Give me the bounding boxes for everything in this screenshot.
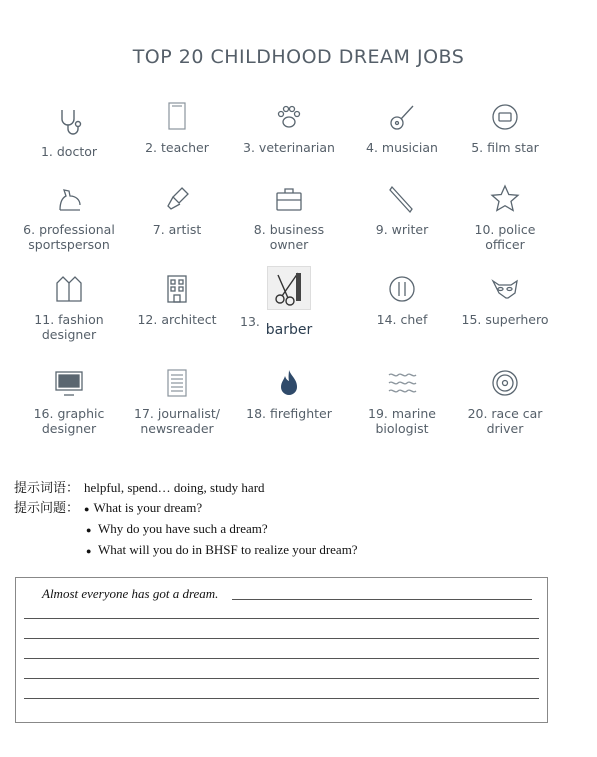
writing-line[interactable]: [24, 698, 539, 699]
question-row: [14, 519, 358, 540]
star-icon: [488, 182, 522, 216]
writing-line[interactable]: [24, 638, 539, 639]
writing-box[interactable]: [15, 577, 548, 723]
job-label: 7. artist: [152, 222, 202, 237]
job-item: [234, 100, 344, 155]
job-label: 19. marine biologist: [368, 406, 436, 436]
job-label: 12. architect: [137, 312, 217, 327]
job-item: [14, 104, 124, 159]
question-row: [14, 540, 358, 561]
job-item: [14, 182, 124, 252]
hint-words-value: helpful, spend… doing, study hard: [84, 480, 265, 495]
waves-icon: [385, 366, 419, 400]
job-label: 14. chef: [376, 312, 428, 327]
hints-section: [14, 478, 358, 561]
job-label-handwritten: barber: [265, 322, 313, 338]
book-icon: [160, 100, 194, 134]
job-item: [450, 366, 560, 436]
muscle-icon: [52, 182, 86, 216]
job-label: 20. race car driver: [467, 406, 543, 436]
job-item: [347, 366, 457, 436]
paintbrush-icon: [160, 182, 194, 216]
building-icon: [160, 272, 194, 306]
monitor-icon: [52, 366, 86, 400]
job-item: [347, 182, 457, 237]
job-item: [122, 272, 232, 327]
job-item: [14, 272, 124, 342]
paw-icon: [272, 100, 306, 134]
writing-line[interactable]: [24, 678, 539, 679]
job-label: 6. professional sportsperson: [23, 222, 115, 252]
hint-words-key: 提示词语：: [14, 480, 80, 495]
writing-lead-sentence: Almost everyone has got a dream.: [42, 586, 219, 601]
scissors-comb-icon: [267, 266, 311, 310]
job-label: 13.: [240, 314, 260, 329]
job-label: 2. teacher: [145, 140, 209, 155]
job-item: [122, 182, 232, 237]
hint-questions-row: [14, 498, 358, 519]
ticket-icon: [488, 100, 522, 134]
briefcase-icon: [272, 182, 306, 216]
flame-icon: [272, 366, 306, 400]
jacket-icon: [52, 272, 86, 306]
job-label: 4. musician: [366, 140, 438, 155]
steering-wheel-icon: [488, 366, 522, 400]
pen-icon: [385, 182, 419, 216]
job-item: [450, 272, 560, 327]
writing-line[interactable]: [232, 599, 532, 600]
bullet-icon: ●: [86, 525, 92, 535]
job-label: 9. writer: [375, 222, 429, 237]
job-item: [14, 366, 124, 436]
mask-icon: [488, 272, 522, 306]
job-item: [122, 100, 232, 155]
job-item: [234, 366, 344, 421]
job-item: [234, 182, 344, 252]
job-label: 17. journalist/ newsreader: [134, 406, 220, 436]
job-label: 1. doctor: [40, 144, 98, 159]
job-item-barber: [234, 266, 344, 346]
job-item: [122, 366, 232, 436]
question-item: What is your dream?: [93, 500, 203, 515]
job-label: 5. film star: [471, 140, 539, 155]
job-item: [450, 100, 560, 155]
question-item: What will you do in BHSF to realize your dream?: [98, 542, 358, 557]
job-label: 8. business owner: [253, 222, 325, 252]
newspaper-icon: [160, 366, 194, 400]
hint-questions-key: 提示问题：: [14, 500, 80, 515]
job-label: 3. veterinarian: [243, 140, 335, 155]
stethoscope-icon: [52, 104, 86, 138]
plate-cutlery-icon: [385, 272, 419, 306]
job-label: 11. fashion designer: [34, 312, 104, 342]
writing-line[interactable]: [24, 658, 539, 659]
writing-line[interactable]: [24, 618, 539, 619]
job-item: [347, 272, 457, 327]
hint-words-row: [14, 478, 358, 498]
page-title: TOP 20 CHILDHOOD DREAM JOBS: [132, 46, 465, 68]
guitar-icon: [385, 100, 419, 134]
job-label: 10. police officer: [474, 222, 536, 252]
job-item: [450, 182, 560, 252]
job-item: [347, 100, 457, 155]
job-label: 18. firefighter: [246, 406, 332, 421]
job-label: 15. superhero: [461, 312, 549, 327]
bullet-icon: ●: [86, 546, 92, 556]
bullet-icon: ●: [84, 504, 90, 514]
job-label: 16. graphic designer: [33, 406, 105, 436]
question-item: Why do you have such a dream?: [98, 521, 268, 536]
